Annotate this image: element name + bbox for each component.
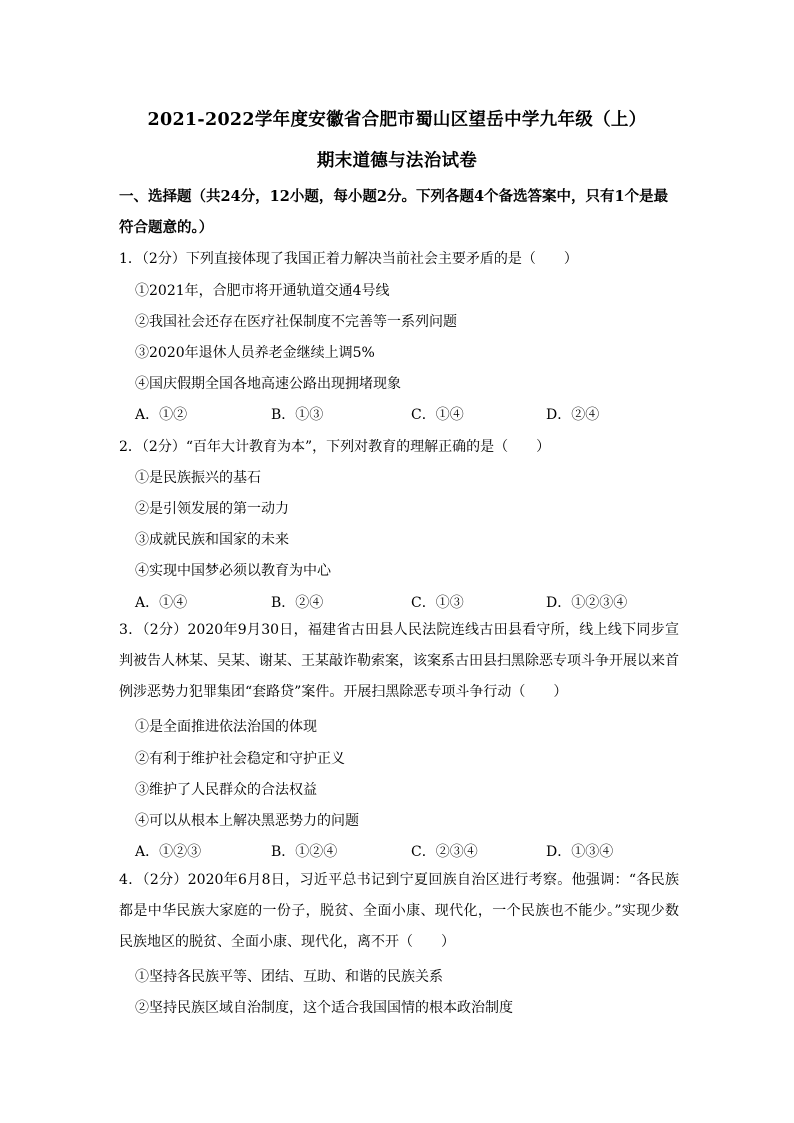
question-2-item-2: ②是引领发展的第一动力 xyxy=(135,501,289,517)
question-3-stem: 3．（2分）2020年9月30日，福建省古田县人民法院连线古田县看守所，线上线下同步宣判被告人林某、吴某、谢某、王某敲诈勒索案，该案系古田县扫黑除恶专项斗争开展以来首例涉恶势力犯罪集团“套路贷”案件。开展扫黑除恶专项斗争行动（ ） xyxy=(119,622,679,700)
question-1-choice-c[interactable]: C．①④ xyxy=(411,407,464,423)
question-1-item-2: ②我国社会还存在医疗社保制度不完善等一系列问题 xyxy=(135,314,457,330)
question-2-choice-b[interactable]: B．②④ xyxy=(271,595,324,611)
question-3-item-1: ①是全面推进依法治国的体现 xyxy=(135,719,317,735)
question-2-item-4: ④实现中国梦必须以教育为中心 xyxy=(135,563,331,579)
question-4-item-1: ①坚持各民族平等、团结、互助、和谐的民族关系 xyxy=(135,969,443,985)
question-2-choice-a[interactable]: A．①④ xyxy=(135,595,188,611)
question-1-choice-d[interactable]: D．②④ xyxy=(546,407,600,423)
question-3-choice-a[interactable]: A．①②③ xyxy=(135,844,202,860)
question-3-choice-d[interactable]: D．①③④ xyxy=(546,844,614,860)
question-3-item-2: ②有利于维护社会稳定和守护正义 xyxy=(135,751,345,767)
question-2-choice-d[interactable]: D．①②③④ xyxy=(546,595,628,611)
question-1-choice-b[interactable]: B．①③ xyxy=(271,407,324,423)
question-1-item-4: ④国庆假期全国各地高速公路出现拥堵现象 xyxy=(135,376,401,392)
question-3-item-3: ③维护了人民群众的合法权益 xyxy=(135,782,317,798)
question-1-item-3: ③2020年退休人员养老金继续上调5% xyxy=(135,345,375,361)
exam-title-line2: 期末道德与法治试卷 xyxy=(316,151,478,171)
question-3-item-4: ④可以从根本上解决黑恶势力的问题 xyxy=(135,813,359,829)
question-4-stem: 4．（2分）2020年6月8日，习近平总书记到宁夏回族自治区进行考察。他强调：“各民族都是中华民族大家庭的一份子，脱贫、全面小康、现代化，一个民族也不能少。”实现少数民族地区的脱贫、全面小康、现代化，离不开（ ） xyxy=(119,872,679,950)
question-1-item-1: ①2021年，合肥市将开通轨道交通4号线 xyxy=(135,283,390,299)
question-3-choice-c[interactable]: C．②③④ xyxy=(411,844,478,860)
question-2-choice-c[interactable]: C．①③ xyxy=(411,595,464,611)
question-1-choice-a[interactable]: A．①② xyxy=(135,407,188,423)
question-2-stem: 2．（2分）“百年大计教育为本”，下列对教育的理解正确的是（ ） xyxy=(119,439,551,455)
question-2-item-1: ①是民族振兴的基石 xyxy=(135,470,261,486)
question-3-choice-b[interactable]: B．①②④ xyxy=(271,844,338,860)
question-2-item-3: ③成就民族和国家的未来 xyxy=(135,532,289,548)
section-header: 一、选择题（共24分，12小题，每小题2分。下列各题4个备选答案中，只有1个是最符合题意的。） xyxy=(119,188,669,236)
exam-title-line1: 2021-2022学年度安徽省合肥市蜀山区望岳中学九年级（上） xyxy=(147,110,647,130)
question-4-item-2: ②坚持民族区域自治制度，这个适合我国国情的根本政治制度 xyxy=(135,1000,513,1016)
question-1-stem: 1．（2分）下列直接体现了我国正着力解决当前社会主要矛盾的是（ ） xyxy=(119,251,578,267)
